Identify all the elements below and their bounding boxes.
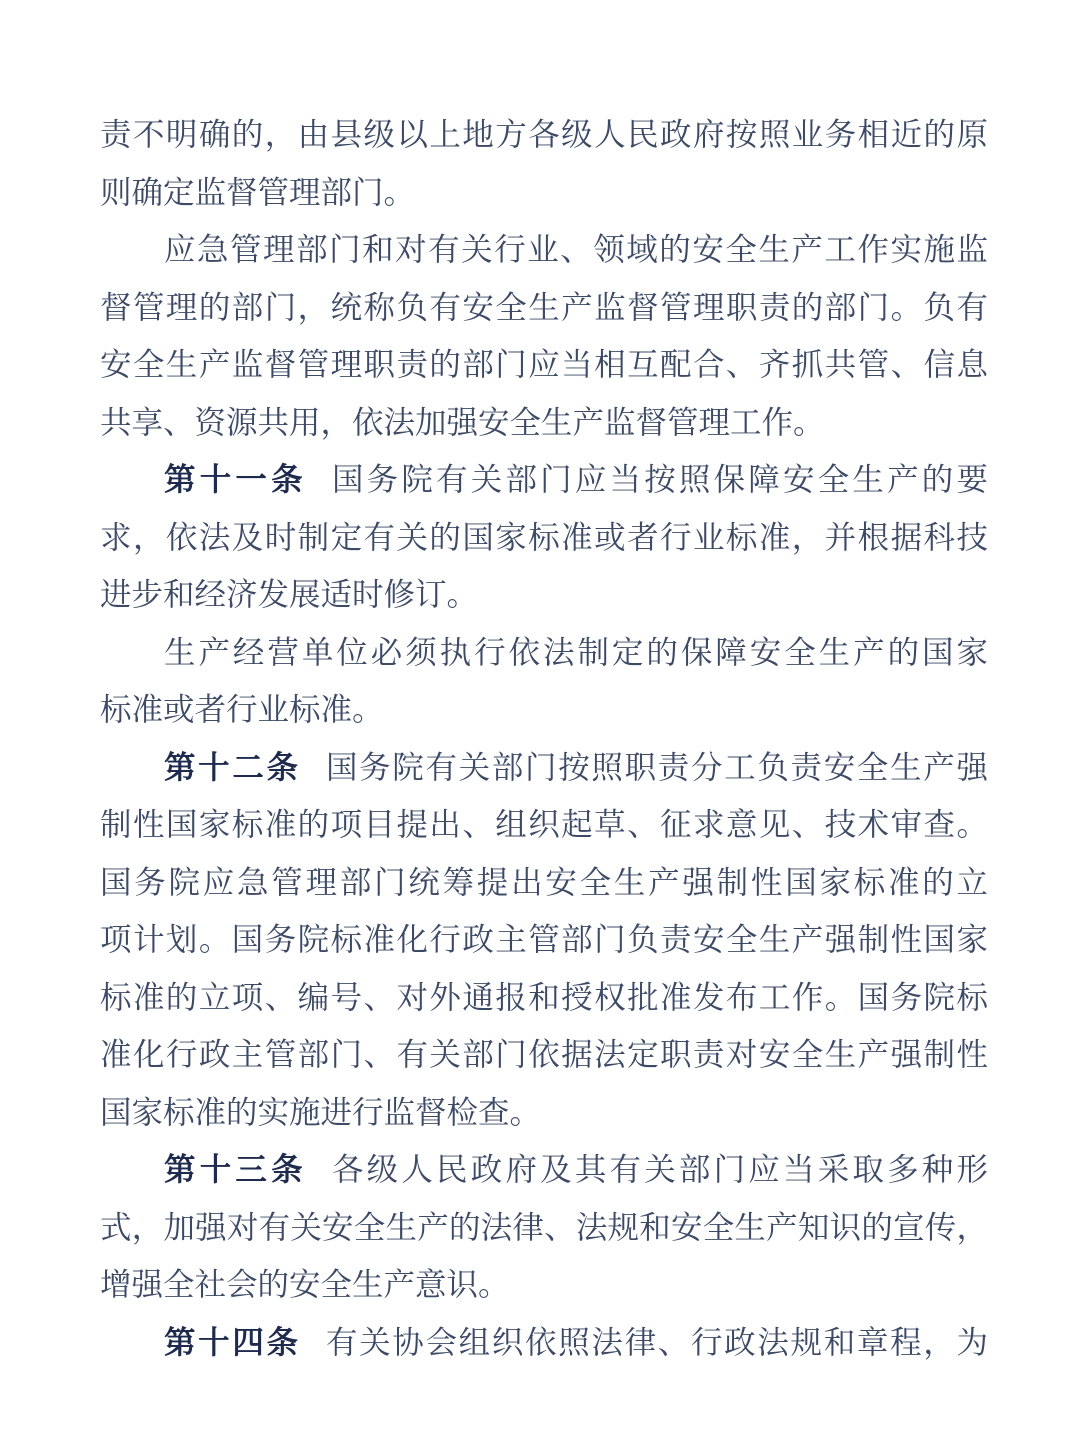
text-line — [100, 221, 988, 279]
line-text: 国务院有关部门按照职责分工负责安全生产强 — [325, 749, 988, 785]
text-line — [100, 1256, 988, 1314]
text-line — [100, 164, 988, 222]
line-text: 应急管理部门和对有关行业、领域的安全生产工作实施监 — [164, 232, 988, 267]
text-line — [100, 394, 988, 452]
text-line — [100, 854, 988, 912]
line-text: 各级人民政府及其有关部门应当采取多种形 — [331, 1152, 988, 1187]
text-line — [100, 1026, 988, 1084]
line-text: 国务院有关部门应当按照保障安全生产的要 — [331, 462, 988, 497]
line-text: 求，依法及时制定有关的国家标准或者行业标准，并根据科技 — [100, 519, 988, 555]
line-text: 进步和经济发展适时修订。 — [100, 577, 479, 612]
line-text: 制性国家标准的项目提出、组织起草、征求意见、技术审查。 — [100, 807, 988, 842]
line-text: 增强全社会的安全生产意识。 — [100, 1267, 510, 1302]
article-number-12: 第十二条 — [164, 748, 301, 785]
text-line — [100, 1141, 988, 1199]
line-text: 督管理的部门，统称负有安全生产监督管理职责的部门。负有 — [100, 289, 988, 325]
line-text: 责不明确的，由县级以上地方各级人民政府按照业务相近的原 — [100, 117, 988, 152]
line-text: 有关协会组织依照法律、行政法规和章程，为 — [325, 1324, 988, 1360]
text-line — [100, 681, 988, 739]
text-line — [100, 1199, 988, 1257]
text-line — [100, 451, 988, 509]
line-text: 项计划。国务院标准化行政主管部门负责安全生产强制性国家 — [100, 922, 988, 957]
line-text: 国家标准的实施进行监督检查。 — [100, 1094, 542, 1130]
text-line — [100, 739, 988, 797]
article-number-13: 第十三条 — [164, 1151, 307, 1187]
article-number-11: 第十一条 — [164, 461, 307, 497]
line-text: 准化行政主管部门、有关部门依据法定职责对安全生产强制性 — [100, 1037, 988, 1072]
line-text: 生产经营单位必须执行依法制定的保障安全生产的国家 — [164, 634, 988, 670]
text-line — [100, 106, 988, 164]
text-line — [100, 624, 988, 682]
text-line — [100, 336, 988, 394]
line-text: 则确定监督管理部门。 — [100, 174, 416, 210]
text-line — [100, 509, 988, 567]
text-line — [100, 566, 988, 624]
text-line — [100, 911, 988, 969]
text-line — [100, 279, 988, 337]
text-line — [100, 1084, 988, 1142]
article-number-14: 第十四条 — [164, 1323, 301, 1360]
text-line — [100, 1314, 988, 1372]
line-text: 标准或者行业标准。 — [100, 692, 384, 727]
line-text: 国务院应急管理部门统筹提出安全生产强制性国家标准的立 — [100, 864, 988, 900]
line-text: 式，加强对有关安全生产的法律、法规和安全生产知识的宣传， — [100, 1209, 988, 1245]
line-text: 标准的立项、编号、对外通报和授权批准发布工作。国务院标 — [100, 979, 988, 1015]
text-line — [100, 969, 988, 1027]
line-text: 共享、资源共用，依法加强安全生产监督管理工作。 — [100, 404, 825, 440]
line-text: 安全生产监督管理职责的部门应当相互配合、齐抓共管、信息 — [100, 347, 988, 382]
text-line — [100, 796, 988, 854]
